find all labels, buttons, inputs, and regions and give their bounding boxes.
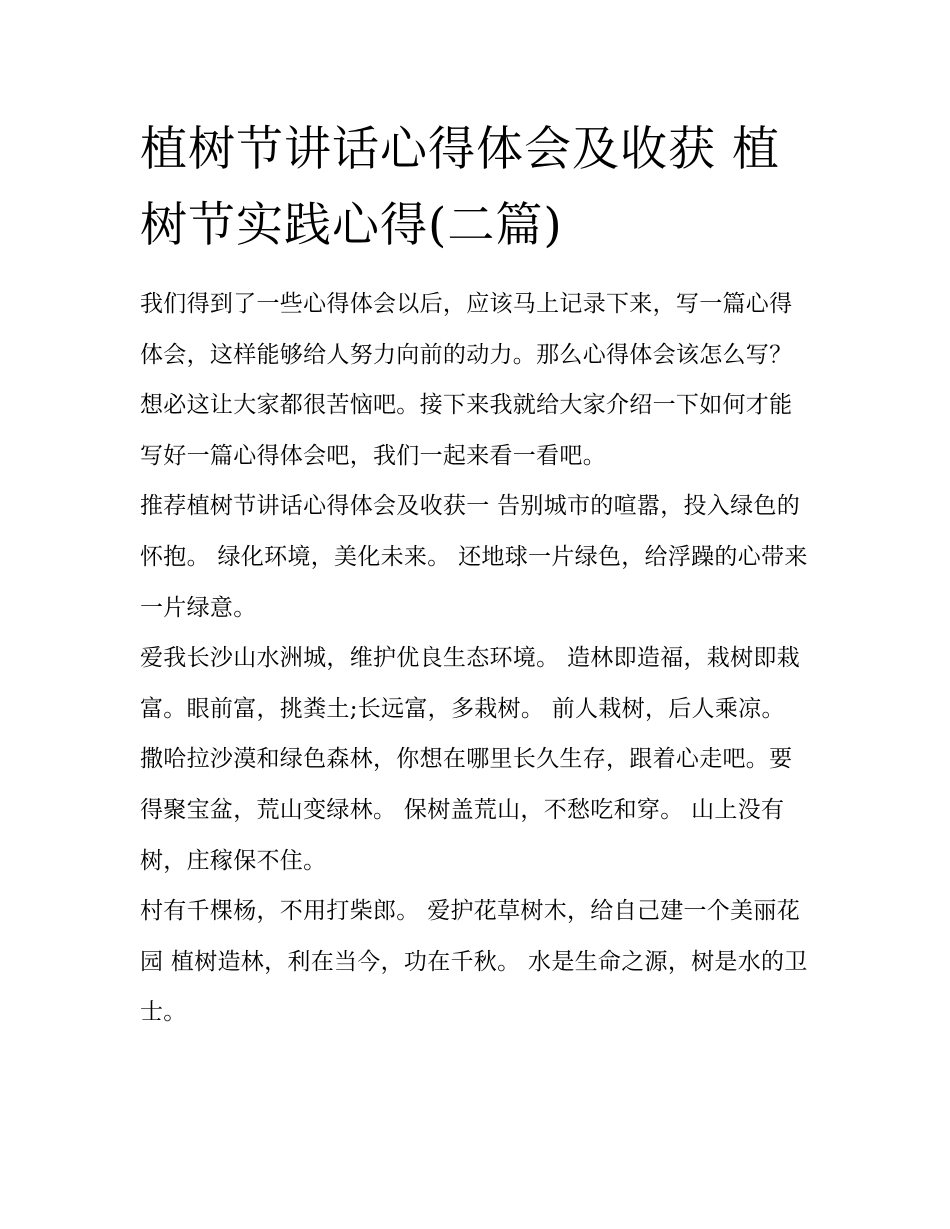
paragraph-4: 村有千棵杨，不用打柴郎。 爱护花草树木，给自己建一个美丽花园 植树造林，利在当今，功在千秋。 水是生命之源，树是水的卫士。 <box>140 898 808 1026</box>
paragraph-1: 推荐植树节讲话心得体会及收获一 告别城市的喧嚣，投入绿色的怀抱。 绿化环境，美化未来。 还地球一片绿色，给浮躁的心带来一片绿意。 <box>140 493 808 621</box>
paragraph-2: 爱我长沙山水洲城，维护优良生态环境。 造林即造福，栽树即栽富。眼前富，挑粪土;长远富，多栽树。 前人栽树，后人乘凉。 <box>140 645 801 722</box>
paragraph-3: 撒哈拉沙漠和绿色森林，你想在哪里长久生存，跟着心走吧。要得聚宝盆，荒山变绿林。 保树盖荒山，不愁吃和穿。 山上没有树，庄稼保不住。 <box>140 746 793 874</box>
document-page <box>140 112 812 1038</box>
document-title: 植树节讲话心得体会及收获 植树节实践心得(二篇) <box>140 122 780 253</box>
paragraph-intro: 我们得到了一些心得体会以后，应该马上记录下来，写一篇心得体会，这样能够给人努力向前的动力。那么心得体会该怎么写？想必这让大家都很苦恼吧。接下来我就给大家介绍一下如何才能写好一篇心得体会吧，我们一起来看一看吧。 <box>140 291 793 469</box>
